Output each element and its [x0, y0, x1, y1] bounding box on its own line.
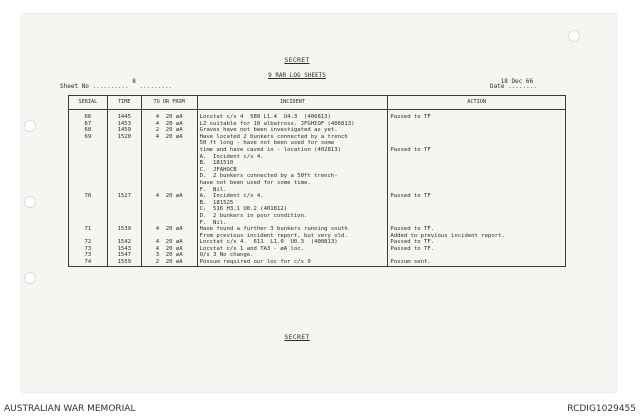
table-row	[69, 134, 566, 193]
action-cell: Passed to TF	[388, 134, 566, 193]
time-cell: 1542	[107, 239, 141, 246]
time-cell: 1459	[107, 127, 141, 134]
action-cell	[388, 121, 566, 128]
incident-cell: LZ suitable for 10 albatross. JFGHIOF (406813)	[197, 121, 388, 128]
to-from-cell: 4 20 øA	[141, 246, 197, 253]
punch-hole	[568, 30, 580, 42]
table-row	[69, 259, 566, 266]
table-header-row	[69, 96, 566, 110]
table-row	[69, 121, 566, 128]
incident-cell: O/s 3 No change.	[197, 252, 388, 259]
time-cell: 1520	[107, 134, 141, 193]
incident-cell: Have found a further 3 bunkers running south From previous incident report, but very old.	[197, 226, 388, 239]
incident-cell: Locstat c/s 4. 611 L1.0 U0.3 (400813)	[197, 239, 388, 246]
punch-hole	[24, 196, 36, 208]
time-cell: 1539	[107, 226, 141, 239]
to-from-cell: 4 20 øA	[141, 121, 197, 128]
time-cell: 1453	[107, 121, 141, 128]
col-serial: SERIAL	[69, 96, 108, 110]
serial-cell: 73	[69, 246, 108, 253]
sheet-value: 8	[132, 78, 136, 85]
table-row	[69, 127, 566, 134]
archive-footer	[0, 400, 640, 418]
to-from-cell: 4 20 øA	[141, 114, 197, 121]
time-cell: 1543	[107, 246, 141, 253]
serial-cell: 66	[69, 114, 108, 121]
table-row	[69, 114, 566, 121]
col-incident: INCIDENT	[197, 96, 388, 110]
to-from-cell: 2 20 øA	[141, 259, 197, 266]
col-action: ACTION	[388, 96, 566, 110]
to-from-cell: 2 20 øA	[141, 127, 197, 134]
action-cell: Passed to TF. Added to previous incident report.	[388, 226, 566, 239]
action-cell: Passed to TF.	[388, 246, 566, 253]
action-cell: Passed to TF	[388, 193, 566, 226]
incident-cell: Possum required our loc for c/s 9	[197, 259, 388, 266]
action-cell: Passed to TF.	[388, 239, 566, 246]
date-field: Date ........ 18 Dec 66	[490, 78, 537, 90]
date-value: 18 Dec 66	[500, 78, 534, 85]
serial-cell: 69	[69, 134, 108, 193]
punch-hole	[24, 272, 36, 284]
action-cell: Possum sent.	[388, 259, 566, 266]
incident-cell: Locstat c/s 4 580 L1.4 U4.3 (406813)	[197, 114, 388, 121]
table-row	[69, 239, 566, 246]
serial-cell: 68	[69, 127, 108, 134]
serial-cell: 72	[69, 239, 108, 246]
time-cell: 1559	[107, 259, 141, 266]
time-cell: 1547	[107, 252, 141, 259]
incident-cell: A. Incident c/s 4. B. 181525 C. 516 H3.1 U0.2 (401812) D. 2 bunkers in poor condition. F. Nil.	[197, 193, 388, 226]
to-from-cell: 4 20 øA	[141, 239, 197, 246]
time-cell: 1445	[107, 114, 141, 121]
incident-cell: Locstat c/s 1 and TA3 - øA loc.	[197, 246, 388, 253]
date-label: Date	[490, 83, 505, 90]
col-to-from: TO OR FROM	[141, 96, 197, 110]
punch-hole	[24, 120, 36, 132]
table-row	[69, 246, 566, 253]
archive-name: AUSTRALIAN WAR MEMORIAL	[4, 404, 136, 414]
serial-cell: 73	[69, 252, 108, 259]
table-row	[69, 252, 566, 259]
time-cell: 1527	[107, 193, 141, 226]
secret-bottom: SECRET	[284, 333, 310, 341]
action-cell	[388, 252, 566, 259]
serial-cell: 70	[69, 193, 108, 226]
sheet-label: Sheet No	[60, 83, 89, 90]
action-cell: Passed to TF	[388, 114, 566, 121]
serial-cell: 71	[69, 226, 108, 239]
secret-top: SECRET	[284, 56, 310, 64]
action-cell	[388, 127, 566, 134]
incident-cell: Graves have not been investigated as yet.	[197, 127, 388, 134]
to-from-cell: 4 20 øA	[141, 193, 197, 226]
col-time: TIME	[107, 96, 141, 110]
serial-cell: 74	[69, 259, 108, 266]
table-row	[69, 226, 566, 239]
table-row	[69, 193, 566, 226]
to-from-cell: 4 20 øA	[141, 226, 197, 239]
sheet-number: Sheet No .......... 8 .........	[60, 78, 173, 90]
to-from-cell: 3 20 øA	[141, 252, 197, 259]
incident-cell: Have located 2 bunkers connected by a trench 50 ft long - have not been used for some time and have caved in - location (402813) A. Incident c/s 4. B. 181510 C. JFAHOCB D. 2 bunkers connected by a 50ft trench- have not been used for some time. F. Nil.	[197, 134, 388, 193]
document-title: 9 RAR LOG SHEETS	[268, 72, 326, 79]
serial-cell: 67	[69, 121, 108, 128]
archive-id: RCDIG1029455	[567, 404, 636, 414]
to-from-cell: 4 20 øA	[141, 134, 197, 193]
log-table	[68, 95, 566, 267]
